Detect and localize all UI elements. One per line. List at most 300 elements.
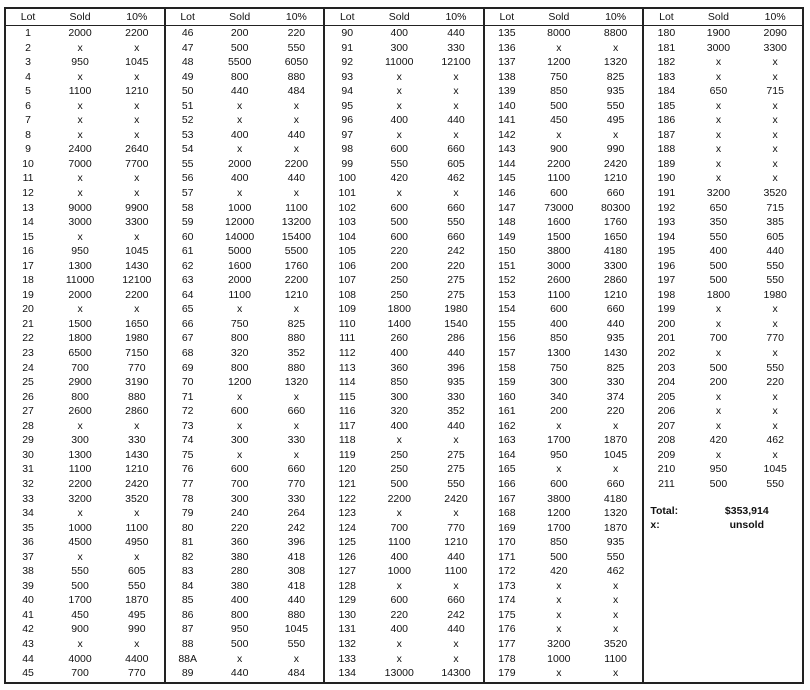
- lot-cell: 13: [22, 201, 34, 214]
- lot-cell: 33: [22, 492, 34, 505]
- sold-cell: 300: [550, 376, 568, 389]
- lot-cell: 56: [181, 172, 194, 185]
- lot-cell: 160: [498, 390, 516, 403]
- sold-cell: 800: [230, 608, 249, 621]
- table-row: [325, 186, 483, 201]
- pct-cell: 1760: [284, 259, 309, 272]
- table-row: [644, 361, 802, 376]
- table-row: [166, 273, 324, 288]
- sold-cell: x: [237, 114, 243, 127]
- sold-cell: 500: [550, 99, 568, 112]
- unsold-key-value: unsold: [729, 519, 764, 531]
- pct-cell: 1980: [763, 288, 787, 301]
- sold-cell: 1600: [547, 216, 571, 229]
- table-row: [166, 637, 324, 652]
- lot-cell: 12: [22, 187, 34, 200]
- table-row: [485, 84, 643, 99]
- lot-cell: 144: [498, 157, 516, 170]
- sold-cell: x: [396, 637, 402, 650]
- sold-cell: x: [237, 187, 243, 200]
- pct-cell: x: [612, 594, 619, 607]
- pct-cell: x: [134, 507, 140, 520]
- pct-cell: 462: [766, 434, 784, 447]
- table-row: [644, 142, 802, 157]
- lot-cell: 107: [338, 274, 357, 287]
- pct-cell: 396: [447, 361, 465, 374]
- table-row: [644, 244, 802, 259]
- table-row: [6, 608, 164, 623]
- sold-cell: 1400: [387, 317, 411, 330]
- lot-cell: 117: [338, 419, 356, 432]
- table-row: [485, 448, 643, 463]
- pct-cell: 14300: [441, 667, 471, 680]
- sold-cell: 500: [709, 477, 728, 490]
- table-row: [485, 433, 643, 448]
- pct-cell: 1870: [603, 434, 628, 447]
- pct-cell: 1045: [603, 448, 628, 461]
- lot-cell: 91: [341, 41, 354, 54]
- table-row: [485, 361, 643, 376]
- table-row: [166, 201, 324, 216]
- sold-cell: x: [396, 579, 402, 592]
- lot-cell: 5: [25, 85, 31, 98]
- table-row: [166, 593, 324, 608]
- table-row: [485, 652, 643, 667]
- table-row: [166, 99, 324, 114]
- sold-cell: x: [237, 448, 243, 461]
- sold-cell: 800: [71, 390, 89, 403]
- table-row: [485, 666, 643, 681]
- table-row: [485, 186, 643, 201]
- pct-cell: 1870: [603, 521, 628, 534]
- lot-cell: 110: [338, 317, 356, 330]
- pct-cell: x: [453, 579, 459, 592]
- header-row: [166, 9, 324, 26]
- table-row: [166, 375, 324, 390]
- lot-cell: 88: [181, 637, 194, 650]
- pct-cell: 605: [447, 157, 465, 170]
- lot-cell: 210: [657, 463, 676, 476]
- lot-cell: 174: [498, 594, 516, 607]
- sold-cell: 420: [550, 565, 568, 578]
- pct-cell: x: [772, 347, 778, 360]
- pct-cell: 1210: [603, 288, 628, 301]
- pct-cell: 825: [606, 361, 625, 374]
- sold-cell: 500: [390, 477, 409, 490]
- pct-cell: 660: [606, 477, 625, 490]
- lot-cell: 102: [338, 201, 357, 214]
- pct-cell: 715: [766, 85, 784, 98]
- table-row: [325, 157, 483, 172]
- sold-cell: 1000: [227, 201, 252, 214]
- sold-cell: 380: [230, 579, 249, 592]
- lot-cell: 140: [498, 99, 516, 112]
- lot-cell: 100: [338, 172, 357, 185]
- sold-cell: 8000: [547, 27, 571, 39]
- sold-cell: 700: [390, 521, 409, 534]
- table-row: [6, 259, 164, 274]
- pct-cell: 550: [447, 216, 465, 229]
- pct-cell: 440: [287, 594, 306, 607]
- pct-cell: 990: [128, 623, 146, 636]
- lot-cell: 159: [498, 376, 516, 389]
- total-label: Total:: [650, 504, 679, 517]
- pct-cell: x: [772, 317, 778, 330]
- sold-cell: 3200: [706, 187, 731, 200]
- sold-cell: 1100: [228, 288, 251, 301]
- lot-cell: 31: [22, 463, 34, 476]
- sold-cell: 280: [230, 565, 249, 578]
- lot-cell: 151: [498, 259, 516, 272]
- table-row: [325, 593, 483, 608]
- lot-cell: 203: [657, 361, 676, 374]
- table-row: [325, 433, 483, 448]
- sold-cell: 500: [390, 216, 409, 229]
- pct-cell: 1045: [284, 623, 309, 636]
- sold-cell: 1900: [706, 27, 731, 39]
- sold-cell: 950: [71, 56, 89, 69]
- table-row: [6, 666, 164, 681]
- table-row: [644, 99, 802, 114]
- table-row: [6, 288, 164, 303]
- sold-cell: x: [237, 143, 243, 156]
- table-row: [166, 361, 324, 376]
- sold-cell: 7000: [68, 157, 92, 170]
- table-row: [644, 41, 802, 56]
- pct-cell: x: [772, 128, 778, 141]
- pct-cell: x: [612, 128, 619, 141]
- sold-cell: x: [396, 99, 402, 112]
- table-section: [164, 9, 324, 682]
- table-row: [6, 113, 164, 128]
- sold-cell: 1200: [547, 56, 571, 69]
- table-row: [166, 157, 324, 172]
- table-row: [6, 346, 164, 361]
- table-row: [6, 128, 164, 143]
- pct-cell: x: [293, 114, 299, 127]
- header-row: [6, 9, 164, 26]
- lot-cell: 188: [657, 143, 676, 156]
- lot-cell: 168: [498, 507, 516, 520]
- sold-cell: 1700: [547, 434, 571, 447]
- pct-cell: 330: [606, 376, 625, 389]
- table-row: [325, 201, 483, 216]
- pct-cell: 605: [766, 230, 784, 243]
- table-row: [485, 564, 643, 579]
- lot-cell: 113: [338, 361, 356, 374]
- lot-cell: 180: [657, 27, 676, 39]
- lot-cell: 28: [22, 419, 34, 432]
- table-row: [6, 579, 164, 594]
- table-row: [485, 622, 643, 637]
- lot-cell: 158: [498, 361, 516, 374]
- table-row: [325, 41, 483, 56]
- pct-cell: 220: [447, 259, 465, 272]
- sold-cell: 200: [709, 376, 728, 389]
- lot-cell: 88A: [178, 652, 197, 665]
- lot-cell: 77: [181, 477, 194, 490]
- pct-cell: 1430: [125, 259, 149, 272]
- sold-cell: x: [396, 128, 402, 141]
- sold-cell: 1300: [68, 259, 92, 272]
- sold-cell: 1700: [68, 594, 92, 607]
- pct-cell: 2200: [125, 27, 149, 39]
- table-row: [166, 346, 324, 361]
- pct-cell: x: [293, 143, 299, 156]
- pct-cell: x: [772, 419, 778, 432]
- sold-cell: x: [556, 623, 562, 636]
- table-row: [325, 419, 483, 434]
- lot-cell: 115: [338, 390, 356, 403]
- sold-cell: x: [715, 114, 722, 127]
- sold-cell: 1000: [68, 521, 92, 534]
- table-row: [166, 535, 324, 550]
- table-row: [325, 637, 483, 652]
- table-row: [644, 288, 802, 303]
- pct-cell: 220: [606, 405, 625, 418]
- lot-cell: 192: [657, 201, 676, 214]
- header-sold: Sold: [229, 11, 251, 23]
- table-row: [166, 448, 324, 463]
- lot-cell: 136: [498, 41, 516, 54]
- sold-cell: 1200: [547, 507, 571, 520]
- table-row: [485, 113, 643, 128]
- pct-cell: 1210: [125, 463, 149, 476]
- sold-cell: 950: [71, 245, 89, 258]
- pct-cell: x: [134, 70, 140, 83]
- lot-cell: 106: [338, 259, 357, 272]
- lot-cell: 152: [498, 274, 516, 287]
- pct-cell: 440: [287, 172, 306, 185]
- pct-cell: 550: [766, 274, 784, 287]
- pct-cell: 660: [447, 143, 465, 156]
- pct-cell: 242: [447, 245, 465, 258]
- pct-cell: 2200: [284, 157, 309, 170]
- lot-cell: 34: [22, 507, 34, 520]
- sold-cell: 1800: [706, 288, 731, 301]
- sold-cell: 950: [230, 623, 249, 636]
- sold-cell: 260: [390, 332, 409, 345]
- pct-cell: 352: [287, 347, 306, 360]
- lot-cell: 145: [498, 172, 516, 185]
- lot-cell: 89: [181, 667, 194, 680]
- lot-cell: 20: [22, 303, 34, 316]
- sold-cell: 1100: [547, 288, 571, 301]
- sold-cell: 4500: [68, 536, 92, 549]
- pct-cell: 1760: [603, 216, 628, 229]
- sold-cell: 350: [709, 216, 728, 229]
- table-row: [6, 477, 164, 492]
- lot-cell: 130: [338, 608, 357, 621]
- table-row: [644, 26, 802, 41]
- sold-cell: 1100: [68, 463, 92, 476]
- table-row: [166, 259, 324, 274]
- table-row: [6, 593, 164, 608]
- sold-cell: x: [77, 70, 83, 83]
- table-row: [644, 171, 802, 186]
- lot-cell: 86: [181, 608, 194, 621]
- pct-cell: 242: [447, 608, 465, 621]
- table-row: [166, 564, 324, 579]
- lot-cell: 138: [498, 70, 516, 83]
- sold-cell: x: [556, 128, 562, 141]
- sold-cell: 320: [230, 347, 249, 360]
- pct-cell: 1210: [444, 536, 468, 549]
- pct-cell: 2420: [603, 157, 628, 170]
- lot-cell: 173: [498, 579, 516, 592]
- lot-cell: 59: [181, 216, 194, 229]
- table-row: [325, 462, 483, 477]
- sold-cell: 450: [550, 114, 568, 127]
- lot-cell: 4: [25, 70, 31, 83]
- header-lot: Lot: [339, 11, 355, 23]
- lot-cell: 184: [657, 85, 676, 98]
- sold-cell: 300: [71, 434, 89, 447]
- pct-cell: 9900: [125, 201, 149, 214]
- table-row: [644, 462, 802, 477]
- sold-cell: 400: [709, 245, 728, 258]
- table-row: [325, 652, 483, 667]
- pct-cell: 3300: [763, 41, 787, 54]
- sold-cell: 250: [390, 274, 409, 287]
- lot-cell: 166: [498, 477, 516, 490]
- table-row: [325, 375, 483, 390]
- lot-cell: 131: [338, 623, 357, 636]
- pct-cell: 3300: [125, 216, 149, 229]
- table-row: [644, 390, 802, 405]
- sold-cell: 340: [550, 390, 568, 403]
- pct-cell: 80300: [600, 201, 631, 214]
- table-row: [325, 99, 483, 114]
- sold-cell: x: [77, 419, 83, 432]
- table-row: [485, 26, 643, 41]
- sold-cell: 300: [390, 41, 409, 54]
- pct-cell: 1210: [284, 288, 309, 301]
- table-row: [6, 622, 164, 637]
- sold-cell: 550: [390, 157, 409, 170]
- lot-cell: 48: [181, 56, 194, 69]
- lot-cell: 134: [338, 667, 357, 680]
- lot-cell: 54: [181, 143, 194, 156]
- pct-cell: 495: [128, 608, 146, 621]
- lot-cell: 105: [338, 245, 357, 258]
- pct-cell: 308: [287, 565, 306, 578]
- sold-cell: 1200: [227, 376, 252, 389]
- pct-cell: x: [612, 463, 619, 476]
- sold-cell: 2000: [227, 274, 252, 287]
- lot-cell: 70: [181, 376, 194, 389]
- pct-cell: x: [612, 608, 619, 621]
- pct-cell: 770: [447, 521, 465, 534]
- lot-cell: 9: [25, 143, 31, 156]
- pct-cell: 1045: [125, 56, 149, 69]
- pct-cell: 825: [606, 70, 625, 83]
- sold-cell: x: [77, 114, 83, 127]
- lot-cell: 98: [341, 143, 354, 156]
- table-row: [485, 273, 643, 288]
- pct-cell: 660: [606, 187, 625, 200]
- lot-cell: 156: [498, 332, 516, 345]
- pct-cell: x: [612, 667, 619, 680]
- lot-cell: 149: [498, 230, 516, 243]
- lot-cell: 199: [657, 303, 676, 316]
- table-row: [485, 171, 643, 186]
- pct-cell: 880: [128, 390, 146, 403]
- lot-cell: 137: [498, 56, 516, 69]
- pct-cell: 2090: [763, 27, 787, 39]
- table-row: [485, 462, 643, 477]
- table-row: [325, 579, 483, 594]
- pct-cell: 880: [287, 361, 306, 374]
- lot-cell: 99: [341, 157, 354, 170]
- sold-cell: 500: [709, 361, 728, 374]
- table-row: [166, 521, 324, 536]
- lot-cell: 205: [657, 390, 676, 403]
- lot-cell: 198: [657, 288, 676, 301]
- sold-cell: 420: [390, 172, 409, 185]
- lot-cell: 167: [498, 492, 516, 505]
- table-row: [644, 55, 802, 70]
- table-row: [166, 142, 324, 157]
- lot-cell: 208: [657, 434, 676, 447]
- pct-cell: 550: [606, 99, 625, 112]
- table-row: [325, 390, 483, 405]
- table-row: [166, 288, 324, 303]
- pct-cell: 220: [287, 27, 306, 39]
- sold-cell: 700: [71, 361, 89, 374]
- sold-cell: 220: [230, 521, 249, 534]
- lot-cell: 23: [22, 347, 34, 360]
- lot-cell: 103: [338, 216, 357, 229]
- pct-cell: 4180: [603, 245, 628, 258]
- table-row: [166, 113, 324, 128]
- sold-cell: x: [396, 507, 402, 520]
- lot-cell: 202: [657, 347, 676, 360]
- pct-cell: 330: [287, 434, 306, 447]
- table-row: [325, 550, 483, 565]
- lot-cell: 14: [22, 216, 34, 229]
- table-row: [6, 361, 164, 376]
- pct-cell: 2640: [125, 143, 149, 156]
- sold-cell: 1100: [68, 85, 92, 98]
- lot-cell: 10: [22, 157, 34, 170]
- table-row: [485, 215, 643, 230]
- lot-cell: 57: [181, 187, 194, 200]
- sold-cell: 950: [709, 463, 728, 476]
- table-row: [6, 230, 164, 245]
- table-row: [6, 273, 164, 288]
- pct-cell: x: [293, 99, 299, 112]
- sold-cell: 250: [390, 448, 409, 461]
- table-row: [485, 302, 643, 317]
- lot-cell: 176: [498, 623, 516, 636]
- lot-cell: 90: [341, 27, 354, 39]
- lot-cell: 116: [338, 405, 356, 418]
- table-row: [325, 273, 483, 288]
- pct-cell: 3300: [603, 259, 628, 272]
- lot-cell: 165: [498, 463, 516, 476]
- sold-cell: 600: [230, 405, 249, 418]
- table-row: [166, 84, 324, 99]
- lot-cell: 111: [339, 332, 356, 345]
- pct-cell: 2420: [444, 492, 468, 505]
- table-row: [325, 535, 483, 550]
- lot-cell: 75: [181, 448, 194, 461]
- sold-cell: 3800: [547, 492, 571, 505]
- table-row: [644, 259, 802, 274]
- sold-cell: 3200: [68, 492, 92, 505]
- pct-cell: x: [453, 652, 459, 665]
